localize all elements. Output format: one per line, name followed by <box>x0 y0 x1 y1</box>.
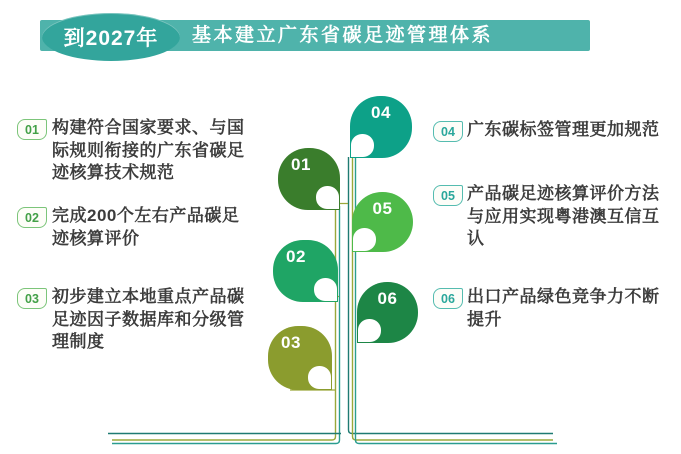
item-number-badge: 03 <box>17 288 47 309</box>
leaf-accent-icon <box>353 228 376 251</box>
leaf-number: 04 <box>371 103 391 122</box>
leaf-number: 05 <box>372 199 393 218</box>
leaf-number: 01 <box>291 155 311 174</box>
item-number-badge: 05 <box>433 185 463 206</box>
leaf-accent-icon <box>351 134 374 157</box>
leaf-number: 06 <box>377 289 398 308</box>
leaf-06 <box>357 282 418 343</box>
item-text: 产品碳足迹核算评价方法与应用实现粤港澳互信互认 <box>467 184 660 248</box>
item-text: 完成200个左右产品碳足迹核算评价 <box>52 206 240 248</box>
leaf-04 <box>350 96 412 158</box>
item-number-badge: 06 <box>433 288 463 309</box>
leaf-accent-icon <box>314 278 337 301</box>
leaf-number: 03 <box>281 333 301 352</box>
item-text: 构建符合国家要求、与国际规则衔接的广东省碳足迹核算技术规范 <box>52 118 245 182</box>
leaf-accent-icon <box>358 319 381 342</box>
leaf-accent-icon <box>316 186 339 209</box>
leaf-03 <box>268 326 332 390</box>
item-text: 初步建立本地重点产品碳足迹因子数据库和分级管理制度 <box>52 287 245 351</box>
page-title: 基本建立广东省碳足迹管理体系 <box>192 25 494 46</box>
leaf-number: 02 <box>286 247 306 266</box>
item-text: 出口产品绿色竞争力不断提升 <box>467 287 660 329</box>
leaf-05 <box>352 192 413 252</box>
item-number-badge: 04 <box>433 121 463 142</box>
leaf-01 <box>278 148 340 210</box>
leaf-accent-icon <box>308 366 331 389</box>
item-number-badge: 02 <box>17 207 47 228</box>
item-number-badge: 01 <box>17 119 47 140</box>
leaf-02 <box>273 240 338 302</box>
item-text: 广东碳标签管理更加规范 <box>467 120 660 139</box>
timeline-badge-label: 到2027年 <box>63 27 159 50</box>
